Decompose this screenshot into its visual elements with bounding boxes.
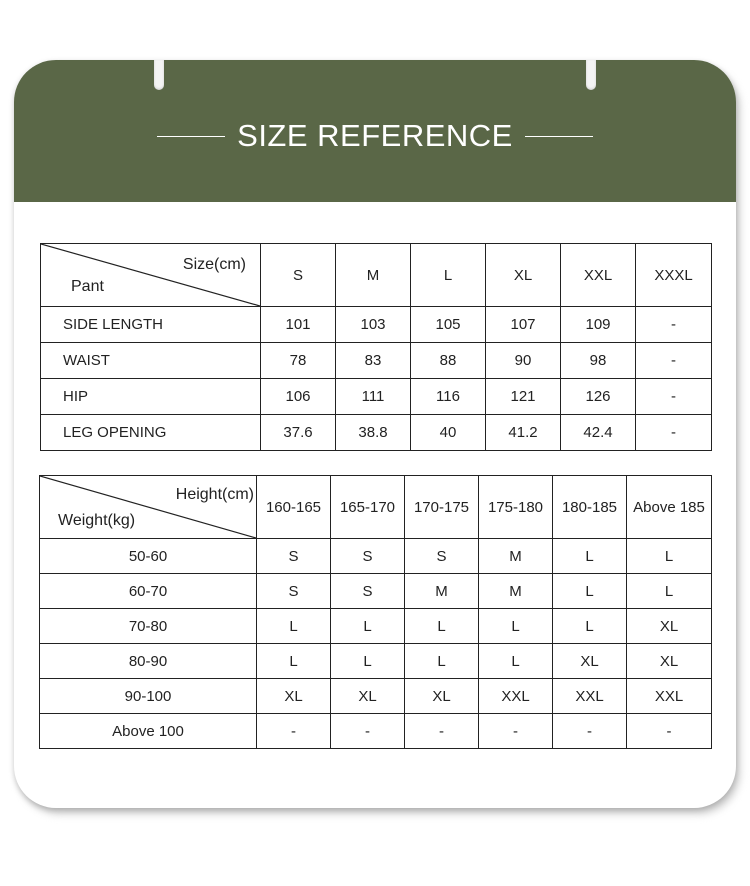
height-range-header: 180-185 [553,476,627,539]
table-row [41,415,712,451]
table-cell: 40 [411,415,486,451]
table-cell: XL [331,679,405,714]
table-cell: - [479,714,553,749]
fit-corner-weight-label: Weight(kg) [58,512,136,529]
title-rule-right [525,136,593,137]
table-cell: - [257,714,331,749]
table-cell: XXL [479,679,553,714]
weight-range-label: 50-60 [40,539,257,574]
weight-range-label: 80-90 [40,644,257,679]
table-cell: XL [627,644,712,679]
size-reference-card [14,60,736,808]
height-range-header: 175-180 [479,476,553,539]
table-cell: S [331,539,405,574]
pant-corner-cell [41,244,261,307]
pant-size-header: L [411,244,486,307]
height-range-header: 170-175 [405,476,479,539]
table-cell: - [636,343,712,379]
row-label: SIDE LENGTH [41,307,261,343]
table-cell: 41.2 [486,415,561,451]
table-cell: M [479,539,553,574]
hanger-hook-right-icon [586,60,596,90]
table-cell: 83 [336,343,411,379]
pant-size-header: XXL [561,244,636,307]
table-cell: L [479,644,553,679]
weight-range-label: 90-100 [40,679,257,714]
table-cell: L [627,539,712,574]
table-cell: M [405,574,479,609]
table-cell: L [553,609,627,644]
row-label: WAIST [41,343,261,379]
table-cell: XXL [627,679,712,714]
page-title: SIZE REFERENCE [237,118,513,153]
table-cell: L [257,609,331,644]
table-cell: XL [553,644,627,679]
table-cell: L [553,574,627,609]
table-cell: L [627,574,712,609]
table-cell: 98 [561,343,636,379]
table-cell: 88 [411,343,486,379]
table-cell: L [553,539,627,574]
card-header [14,60,736,202]
table-cell: L [331,644,405,679]
table-cell: L [331,609,405,644]
table-cell: - [627,714,712,749]
table-cell: L [405,644,479,679]
table-cell: - [553,714,627,749]
table-row [40,679,712,714]
table-row [41,379,712,415]
table-row [40,539,712,574]
fit-corner-cell [40,476,257,539]
table-cell: S [257,539,331,574]
height-weight-fit-table [39,475,712,749]
table-cell: 107 [486,307,561,343]
table-cell: 42.4 [561,415,636,451]
weight-range-label: 60-70 [40,574,257,609]
table-cell: 111 [336,379,411,415]
table-cell: S [405,539,479,574]
row-label: HIP [41,379,261,415]
fit-header-row [40,476,712,539]
table-cell: 105 [411,307,486,343]
table-cell: XL [405,679,479,714]
pant-size-header: S [261,244,336,307]
height-range-header: Above 185 [627,476,712,539]
table-row [40,644,712,679]
table-cell: 109 [561,307,636,343]
table-cell: 116 [411,379,486,415]
table-cell: L [257,644,331,679]
table-cell: 101 [261,307,336,343]
table-cell: - [331,714,405,749]
weight-range-label: Above 100 [40,714,257,749]
row-label: LEG OPENING [41,415,261,451]
table-cell: - [405,714,479,749]
height-range-header: 165-170 [331,476,405,539]
table-cell: 37.6 [261,415,336,451]
table-cell: S [257,574,331,609]
table-cell: 90 [486,343,561,379]
pant-size-header: M [336,244,411,307]
table-cell: 103 [336,307,411,343]
table-cell: 126 [561,379,636,415]
table-cell: 38.8 [336,415,411,451]
table-cell: XL [627,609,712,644]
pant-size-table [40,243,712,451]
table-cell: 106 [261,379,336,415]
table-cell: 78 [261,343,336,379]
table-cell: - [636,307,712,343]
table-row [41,343,712,379]
hanger-hook-left-icon [154,60,164,90]
pant-size-header: XXXL [636,244,712,307]
table-cell: L [405,609,479,644]
pant-corner-pant-label: Pant [71,278,104,295]
table-cell: M [479,574,553,609]
pant-size-header: XL [486,244,561,307]
table-cell: - [636,379,712,415]
height-range-header: 160-165 [257,476,331,539]
table-cell: 121 [486,379,561,415]
table-row [40,574,712,609]
pant-header-row [41,244,712,307]
table-cell: XL [257,679,331,714]
table-cell: S [331,574,405,609]
weight-range-label: 70-80 [40,609,257,644]
table-cell: L [479,609,553,644]
table-row [40,714,712,749]
table-row [40,609,712,644]
table-cell: XXL [553,679,627,714]
fit-corner-height-label: Height(cm) [175,486,254,503]
table-cell: - [636,415,712,451]
table-row [41,307,712,343]
pant-corner-size-label: Size(cm) [182,256,246,273]
